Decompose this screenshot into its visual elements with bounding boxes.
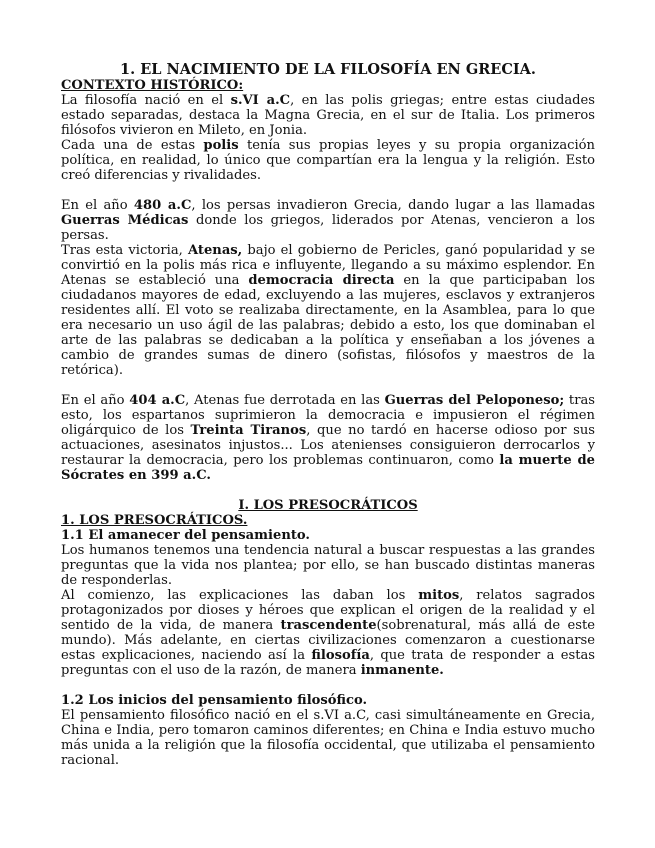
paragraph-8: El pensamiento filosófico nació en el s.VI a.C, casi simultáneamente en Grecia, China e India, pero tomaron caminos diferentes; en China e India estuvo mucho más unida a la religión que la filosofía occidental, que utilizaba el pensamiento racional.	[61, 708, 595, 768]
paragraph-1: La filosofía nació en el s.VI a.C, en las polis griegas; entre estas ciudades estado separadas, destaca la Magna Grecia, en el sur de Italia. Los primeros filósofos vivieron en Mileto, en Jonia.	[61, 93, 595, 138]
section-heading: I. LOS PRESOCRÁTICOS	[238, 498, 418, 513]
presocraticos-heading: 1. LOS PRESOCRÁTICOS.	[61, 513, 248, 528]
document-page	[61, 62, 595, 768]
paragraph-7: Al comienzo, las explicaciones las daban los mitos, relatos sagrados protagonizados por dioses y héroes que explican el origen de la realidad y el sentido de la vida, de manera trascendente(sobrenatural, más allá de este mundo). Más adelante, en ciertas civilizaciones comenzaron a cuestionarse estas explicaciones, naciendo así la filosofía, que trata de responder a estas preguntas con el uso de la razón, de manera inmanente.	[61, 588, 596, 678]
paragraph-4: Tras esta victoria, Atenas, bajo el gobierno de Pericles, ganó popularidad y se convirtió en la polis más rica e influyente, llegando a su máximo esplendor. En Atenas se estableció una democracia directa en la que participaban los ciudadanos mayores de edad, excluyendo a las mujeres, esclavos y extranjeros residentes allí. El voto se realizaba directamente, en la Asamblea, para lo que era necesario un uso ágil de las palabras; debido a esto, los que dominaban el arte de las palabras se dedicaban a la política y enseñaban a los jóvenes a cambio de grandes sumas de dinero (sofistas, filósofos y maestros de la retórica).	[61, 243, 595, 378]
paragraph-5: En el año 404 a.C, Atenas fue derrotada en las Guerras del Peloponeso; tras esto, los espartanos suprimieron la democracia e impusieron el régimen oligárquico de los Treinta Tiranos, que no tardó en hacerse odioso por sus actuaciones, asesinatos injustos... Los atenienses consiguieron derrocarlos y restaurar la democracia, pero los problemas continuaron, como la muerte de Sócrates en 399 a.C.	[61, 393, 595, 483]
subsection-1-1-heading: 1.1 El amanecer del pensamiento.	[61, 528, 310, 543]
paragraph-3: En el año 480 a.C, los persas invadieron Grecia, dando lugar a las llamadas Guerras Médicas donde los griegos, liderados por Atenas, vencieron a los persas.	[61, 198, 595, 243]
paragraph-6: Los humanos tenemos una tendencia natural a buscar respuestas a las grandes preguntas que la vida nos plantea; por ello, se han buscado distintas maneras de responderlas.	[61, 543, 595, 588]
document-title: 1. EL NACIMIENTO DE LA FILOSOFÍA EN GRECIA.	[120, 61, 536, 78]
paragraph-2: Cada una de estas polis tenía sus propias leyes y su propia organización política, en realidad, lo único que compartían era la lengua y la religión. Esto creó diferencias y rivalidades.	[61, 138, 595, 183]
subsection-1-2-heading: 1.2 Los inicios del pensamiento filosófico.	[61, 693, 368, 708]
contexto-heading: CONTEXTO HISTÓRICO:	[61, 78, 244, 93]
